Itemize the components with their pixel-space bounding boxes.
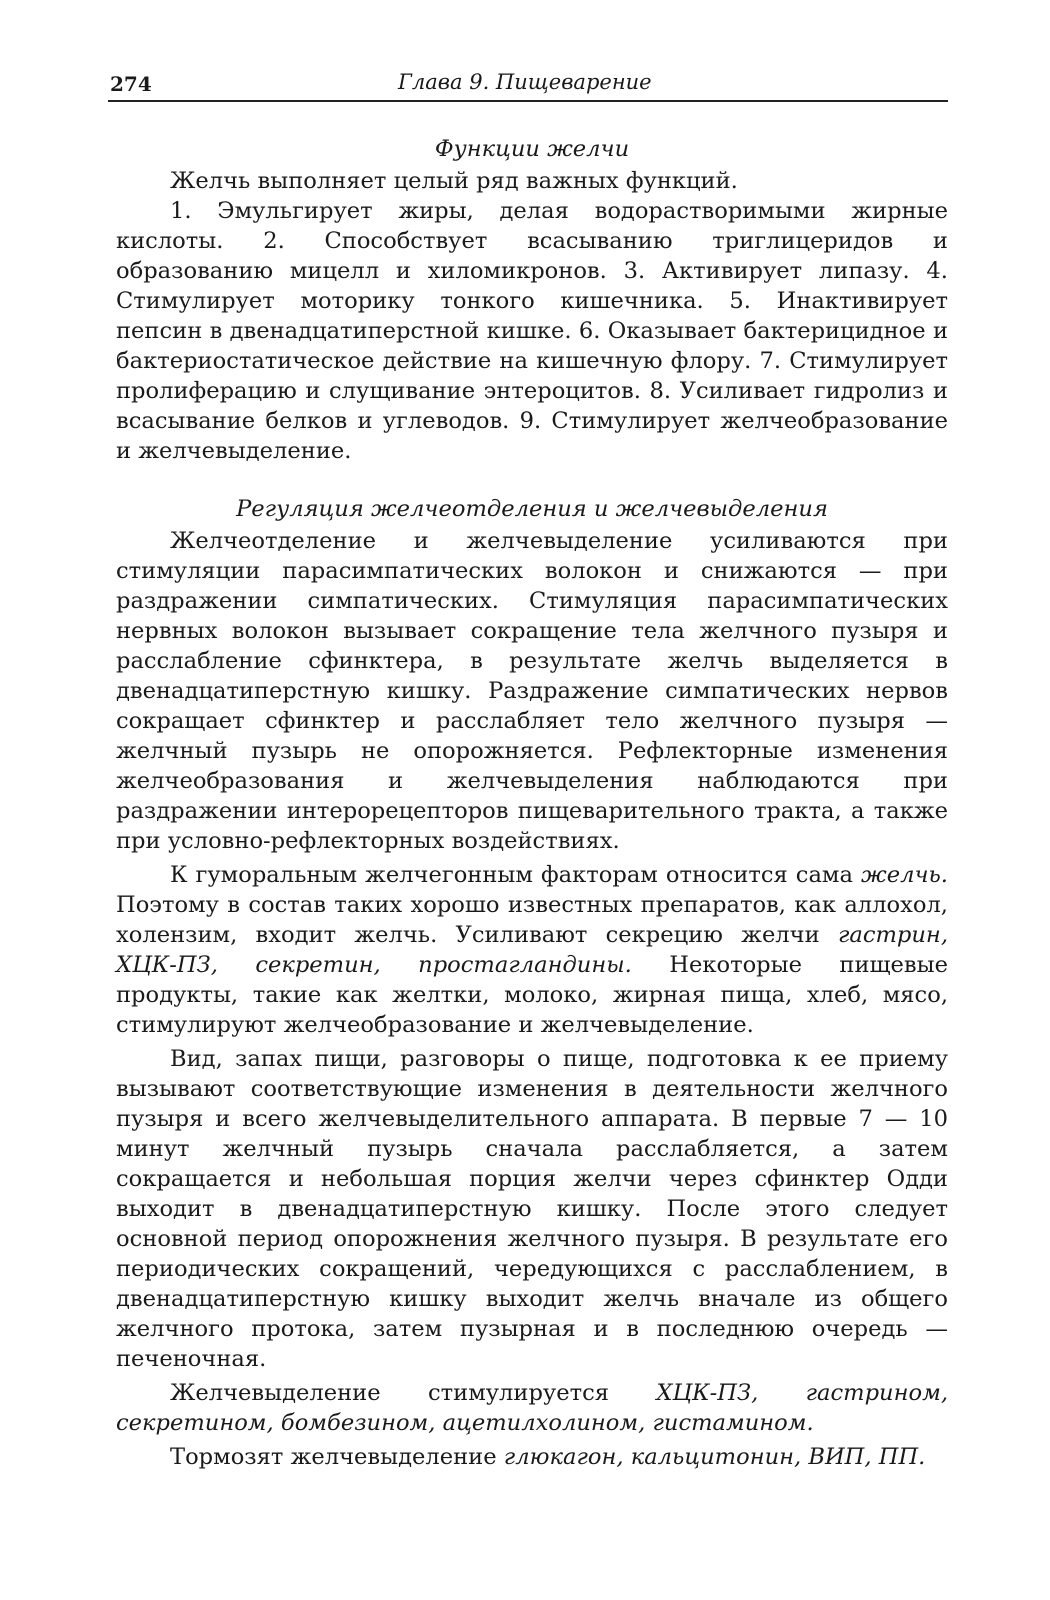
text-run: Поэтому в состав таких хорошо известных препаратов, как аллохол, холензим, входит желчь. Усиливают секрецию желчи [116,892,948,948]
text-run: Тормозят желчевыделение [170,1444,497,1470]
paragraph-inhibitors [116,1442,948,1472]
paragraph-stimulators [116,1378,948,1438]
section-title-bile-functions: Функции желчи [434,136,630,162]
text-run: Желчевыделение стимулируется [170,1380,610,1406]
italic-term: глюкагон, кальцитонин, ВИП, ПП. [503,1444,926,1470]
paragraph-intro: Желчь выполняет целый ряд важных функций. [170,168,738,194]
paragraph-functions-list: 1. Эмульгирует жиры, делая водорастворимыми жирные кислоты. 2. Способствует всасыванию триглицеридов и образованию мицелл и хиломикронов. 3. Активирует липазу. 4. Стимулирует моторику тонкого кишечника. 5. Инактивирует пепсин в двенадцатиперстной кишке. 6. Оказывает бактерицидное и бактериостатическое действие на кишечную флору. 7. Стимулирует пролиферацию и слущивание энтероцитов. 8. Усиливает гидролиз и всасывание белков и углеводов. 9. Стимулирует желчеобразование и желчевыделение. [116,198,948,464]
text-run: Некоторые пищевые продукты, такие как желтки, молоко, жирная пища, хлеб, мясо, стимулируют желчеобразование и желчевыделение. [116,952,948,1038]
italic-term: гастрин, ХЦК-ПЗ, секретин, простагландины. [116,922,948,978]
page-body [116,134,948,1472]
section-title-regulation: Регуляция желчеотделения и желчевыделения [236,496,828,522]
paragraph-humoral-factors [116,860,948,1040]
italic-term: желчь. [861,862,948,888]
paragraph-food-reflex: Вид, запах пищи, разговоры о пище, подготовка к ее приему вызывают соответствующие изменения в деятельности желчного пузыря и всего желчевыделительного аппарата. В первые 7 — 10 минут желчный пузырь сначала расслабляется, а затем сокращается и небольшая порция желчи через сфинктер Одди выходит в двенадцатиперстную кишку. После этого следует основной период опорожнения желчного пузыря. В результате его периодических сокращений, чередующихся с расслаблением, в двенадцатиперстную кишку выходит желчь вначале из общего желчного протока, затем пузырная и в последнюю очередь — печеночная. [116,1046,948,1372]
italic-term: ХЦК-ПЗ, гастрином, секретином, бомбезином, ацетилхолином, гистамином. [116,1380,949,1436]
page-header [108,70,948,102]
paragraph-regulation-1: Желчеотделение и желчевыделение усиливаются при стимуляции парасимпатических волокон и снижаются — при раздражении симпатических. Стимуляция парасимпатических нервных волокон вызывает сокращение тела желчного пузыря и расслабление сфинктера, в результате желчь выделяется в двенадцатиперстную кишку. Раздражение симпатических нервов сокращает сфинктер и расслабляет тело желчного пузыря — желчный пузырь не опорожняется. Рефлекторные изменения желчеобразования и желчевыделения наблюдаются при раздражении интерорецепторов пищеварительного тракта, а также при условно-рефлекторных воздействиях. [116,528,948,854]
text-run: К гуморальным желчегонным факторам относится сама [170,862,853,888]
running-title: Глава 9. Пищеварение [398,70,652,94]
page-number: 274 [110,72,152,96]
